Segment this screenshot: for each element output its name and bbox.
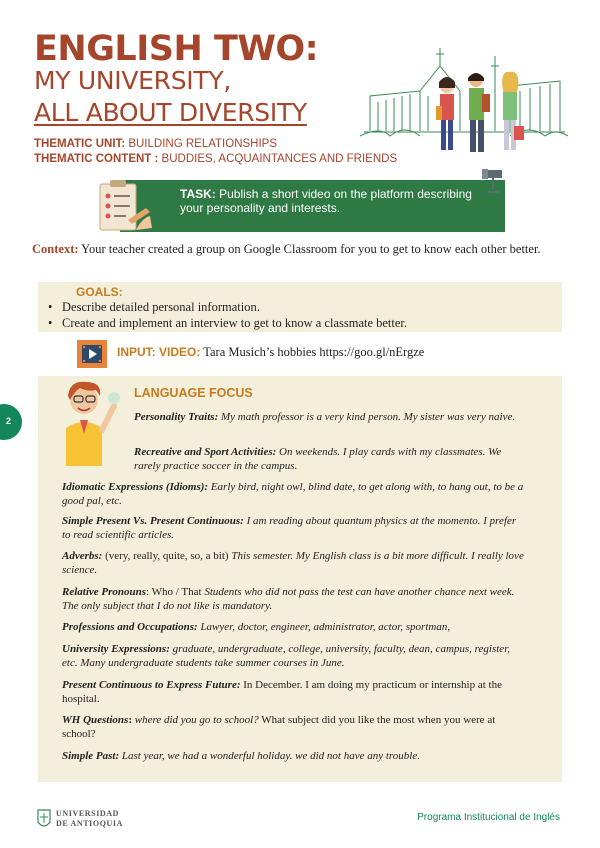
focus-entry-wh-questions: WH Questions: where did you go to school? What subject did you like the most when you were at school? — [62, 714, 496, 740]
focus-entry-adverbs: Adverbs: (very, really, quite, so, a bit) This semester. My English class is a bit more difficult. I really love science. — [62, 550, 524, 576]
goals-title: GOALS: — [76, 285, 123, 299]
title-line-1: ENGLISH TWO: — [34, 29, 319, 69]
page-number: 2 — [6, 416, 12, 426]
goal-item: • Create and implement an interview to get to know a classmate better. — [62, 316, 407, 331]
focus-entry-present-tenses: Simple Present Vs. Present Continuous: I am reading about quantum physics at the momento. I prefer to read scientific articles. — [62, 515, 517, 541]
focus-entry-personality-traits: Personality Traits: My math professor is a very kind person. My sister was very naive. — [134, 411, 516, 423]
university-name: UNIVERSIDAD DE ANTIOQUIA — [56, 809, 123, 828]
title-line-3: ALL ABOUT DIVERSITY — [34, 98, 307, 127]
video-link[interactable]: Tara Musich’s hobbies https://goo.gl/nErgze — [200, 345, 425, 359]
context-paragraph: Context: Your teacher created a group on Google Classroom for you to get to know each other better. — [32, 242, 541, 256]
teacher-character-icon — [60, 378, 122, 466]
focus-entry-simple-past: Simple Past: Last year, we had a wonderful holiday. we did not have any trouble. — [62, 750, 420, 762]
task-description: TASK: Publish a short video on the platform describing your personality and interests. — [180, 187, 472, 215]
focus-entry-relative-pronouns: Relative Pronouns: Who / That Students who did not pass the test can have another chance next week. The only subject that I do not like is mandatory. — [62, 586, 515, 612]
focus-entry-idioms: Idiomatic Expressions (Idioms): Early bird, night owl, blind date, to get along with, to hang out, to be a good pal, etc. — [62, 481, 524, 507]
focus-entry-university-expressions: University Expressions: graduate, undergraduate, college, university, faculty, dean, campus, register, etc. Many undergraduate students take summer courses in June. — [62, 643, 511, 669]
video-play-icon — [77, 340, 107, 368]
university-logo-icon — [36, 808, 52, 830]
language-focus-title: LANGUAGE FOCUS — [134, 386, 253, 400]
goal-item: • Describe detailed personal information. — [62, 300, 260, 315]
program-name: Programa Institucional de Inglés — [417, 812, 560, 823]
thematic-unit: THEMATIC UNIT: BUILDING RELATIONSHIPS — [34, 138, 278, 150]
focus-entry-recreative-sport: Recreative and Sport Activities: On weekends. I play cards with my classmates. We rarely practice soccer in the campus. — [134, 446, 502, 472]
input-video-line: INPUT: VIDEO: Tara Musich’s hobbies https://goo.gl/nErgze — [117, 345, 425, 359]
students-campus-illustration — [360, 36, 570, 162]
thematic-content: THEMATIC CONTENT : BUDDIES, ACQUAINTANCES AND FRIENDS — [34, 153, 398, 165]
focus-entry-professions: Professions and Occupations: Lawyer, doctor, engineer, administrator, actor, sportman, — [62, 621, 451, 633]
checklist-icon — [92, 178, 154, 236]
focus-entry-present-continuous-future: Present Continuous to Express Future: In December. I am doing my practicum or internship at the hospital. — [62, 679, 502, 705]
title-line-2: MY UNIVERSITY, — [34, 66, 231, 95]
video-camera-icon — [478, 166, 508, 196]
